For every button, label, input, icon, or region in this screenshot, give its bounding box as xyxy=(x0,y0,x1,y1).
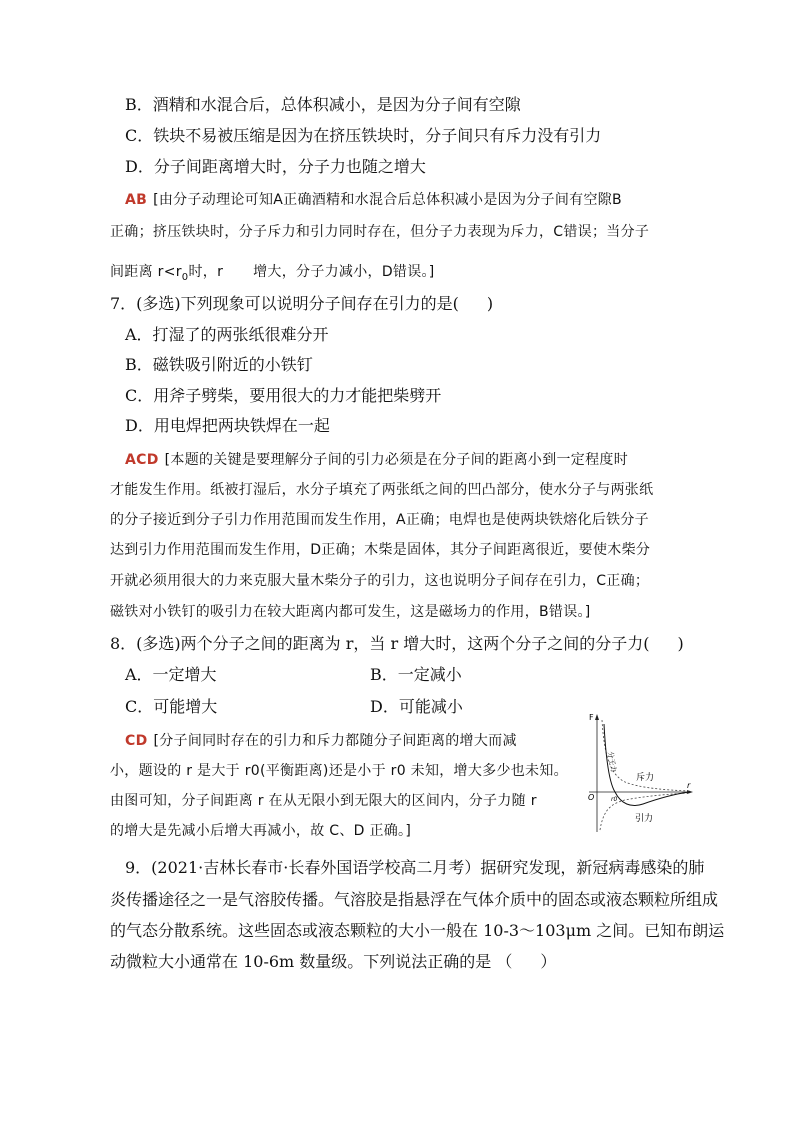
q6-expl3-sub: 0 xyxy=(181,271,189,283)
q6-explanation-line3 xyxy=(110,261,435,289)
q7-answer-key: ACD xyxy=(125,452,159,468)
q6-explanation-line2: 正确；挤压铁块时，分子斥力和引力同时存在，但分子力表现为斥力，C错误；当分子 xyxy=(110,224,650,240)
q7-option-a: A．打湿了的两张纸很难分开 xyxy=(125,325,329,344)
axis-label-f: F xyxy=(589,713,594,722)
q7-answer-line1 xyxy=(125,449,628,471)
q7-explanation-line2: 才能发生作用。纸被打湿后，水分子填充了两张纸之间的凹凸部分，使水分子与两张纸 xyxy=(110,482,654,498)
q8-option-b: B．一定减小 xyxy=(370,665,462,684)
q6-option-d: D．分子间距离增大时，分子力也随之增大 xyxy=(125,157,426,176)
q8-option-a: A．一定增大 xyxy=(125,665,217,684)
q9-line4-text: 动微粒大小通常在 10-6m 数量级。下列说法正确的是 （ xyxy=(110,952,513,971)
q9-line2: 炎传播途径之一是气溶胶传播。气溶胶是指悬浮在气体介质中的固态或液态颗粒所组成 xyxy=(110,890,719,909)
q9-line3: 的气态分散系统。这些固态或液态颗粒的大小一般在 10-3～103μm 之间。已知布朗运 xyxy=(110,921,725,940)
q9-line1: 9．(2021·吉林长春市·长春外国语学校高二月考）据研究发现，新冠病毒感染的肺 xyxy=(125,858,705,877)
net-force-label: 分子力 xyxy=(606,750,618,774)
q7-stem-close: ) xyxy=(486,294,494,313)
q6-expl3-b: 时，r xyxy=(188,264,224,280)
q7-explanation-line1: [本题的关键是要理解分子间的引力必须是在分子间的距离小到一定程度时 xyxy=(164,452,629,468)
q7-option-b: B．磁铁吸引附近的小铁钉 xyxy=(125,355,313,374)
q8-stem-text: 8．(多选)两个分子之间的距离为 r，当 r 增大时，这两个分子之间的分子力( xyxy=(110,634,650,653)
q8-explanation-line1: [分子间同时存在的引力和斥力都随分子间距离的增大而减 xyxy=(153,733,517,749)
attraction-label: 引力 xyxy=(635,814,654,824)
q8-explanation-line2: 小，题设的 r 是大于 r0(平衡距离)还是小于 r0 未知，增大多少也未知。 xyxy=(110,763,568,779)
q9-stem-close: ） xyxy=(540,952,557,971)
q7-explanation-line6: 磁铁对小铁钉的吸引力在较大距离内都可发生，这是磁场力的作用，B错误。] xyxy=(110,604,591,620)
y-axis-arrow xyxy=(595,714,599,720)
q6-option-b: B．酒精和水混合后，总体积减小，是因为分子间有空隙 xyxy=(125,95,521,114)
q8-explanation-line4: 的增大是先减小后增大再减小，故 C、D 正确。] xyxy=(110,823,412,839)
q6-option-c: C．铁块不易被压缩是因为在挤压铁块时，分子间只有斥力没有引力 xyxy=(125,126,602,145)
q8-answer-key: CD xyxy=(125,733,148,749)
q7-stem xyxy=(110,293,493,315)
q8-explanation-line3: 由图可知，分子间距离 r 在从无限小到无限大的区间内，分子力随 r xyxy=(110,793,537,809)
repulsion-label: 斥力 xyxy=(636,773,655,783)
q7-stem-text: 7．(多选)下列现象可以说明分子间存在引力的是( xyxy=(110,294,459,313)
q8-answer-line1 xyxy=(125,730,517,752)
q6-answer-line1 xyxy=(125,189,622,211)
origin-label: O xyxy=(588,793,595,802)
q8-stem xyxy=(110,633,684,655)
r0-label: r0 xyxy=(611,796,618,803)
q6-expl3-a: 间距离 r<r xyxy=(110,264,182,280)
q7-explanation-line3: 的分子接近到分子引力作用范围而发生作用，A正确；电焊也是使两块铁熔化后铁分子 xyxy=(110,512,649,528)
q6-answer-key: AB xyxy=(125,192,148,208)
q7-explanation-line5: 开就必须用很大的力来克服大量木柴分子的引力，这也说明分子间存在引力，C正确； xyxy=(110,573,650,589)
q7-option-c: C．用斧子劈柴，要用很大的力才能把柴劈开 xyxy=(125,386,442,405)
axis-label-r: r xyxy=(687,781,691,790)
q7-option-d: D．用电焊把两块铁焊在一起 xyxy=(125,416,330,435)
q9-line4 xyxy=(110,951,556,973)
q6-expl3-c: 增大，分子力减小，D错误。] xyxy=(253,264,435,280)
molecular-force-graph xyxy=(585,712,695,834)
q8-option-d: D．可能减小 xyxy=(370,697,463,716)
q7-explanation-line4: 达到引力作用范围而发生作用，D正确；木柴是固体，其分子间距离很近，要使木柴分 xyxy=(110,542,651,558)
q8-options-row1 xyxy=(125,664,217,686)
q6-explanation-line1: [由分子动理论可知A正确酒精和水混合后总体积减小是因为分子间有空隙B xyxy=(153,192,622,208)
q8-stem-close: ) xyxy=(677,634,684,653)
q8-option-c: C．可能增大 xyxy=(125,697,218,716)
